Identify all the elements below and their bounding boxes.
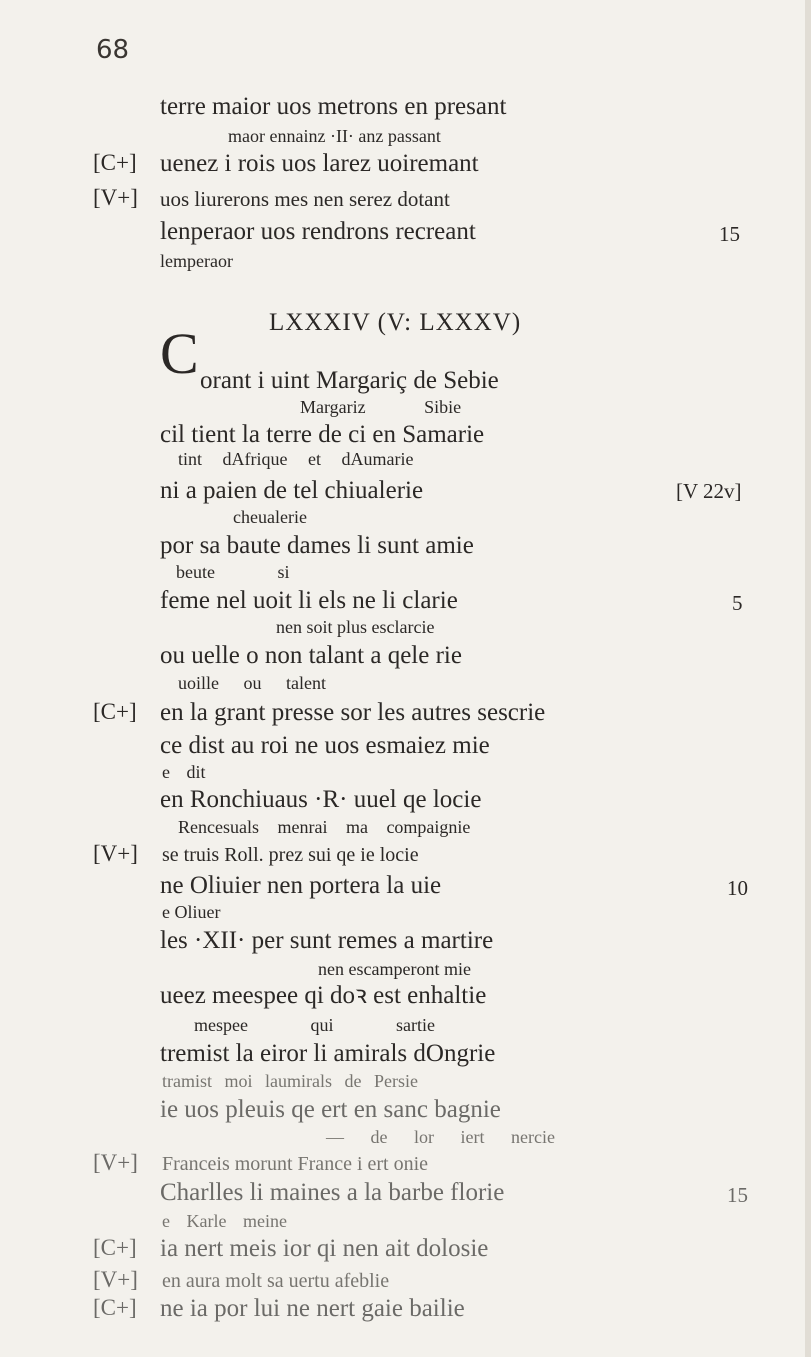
source-tag: [V+] [93, 1150, 138, 1175]
source-tag: [C+] [93, 1295, 137, 1320]
variant-line: mespee qui sartie [194, 1015, 435, 1035]
verse-line: ou uelle o non talant a qele rie [160, 642, 462, 669]
drop-cap-initial: C [160, 321, 199, 386]
verse-line: en Ronchiuaus ·R· uuel qe locie [160, 786, 482, 813]
variant-line: uos liurerons mes nen serez dotant [160, 187, 450, 211]
verse-line: en la grant presse sor les autres sescrie [160, 699, 546, 726]
stanza-heading: LXXXIV (V: LXXXV) [269, 309, 522, 336]
variant-line: beute si [176, 562, 290, 582]
verse-line: tremist la eiror li amirals dOngrie [160, 1040, 496, 1067]
variant-line: se truis Roll. prez sui qe ie locie [162, 844, 419, 866]
verse-line: ia nert meis ior qi nen ait dolosie [160, 1235, 489, 1262]
variant-line: Franceis morunt France i ert onie [162, 1153, 429, 1175]
variant-line: e dit [162, 762, 206, 782]
line-number: 15 [727, 1183, 748, 1207]
variant-line: lemperaor [160, 251, 233, 271]
source-tag: [V+] [93, 185, 138, 210]
verse-line: ni a paien de tel chiualerie [160, 477, 424, 504]
source-tag: [V+] [93, 1267, 138, 1292]
variant-line: Margariz Sibie [300, 397, 462, 417]
verse-line: ueez meespee qi doꝛ est enhaltie [160, 982, 487, 1009]
verse-line: uenez i rois uos larez uoiremant [160, 150, 479, 177]
verse-line: Charlles li maines a la barbe florie [160, 1179, 505, 1206]
line-number: 10 [727, 876, 748, 900]
folio-reference: [V 22v] [676, 479, 742, 503]
variant-line: nen escamperont mie [318, 959, 471, 979]
variant-line: nen soit plus esclarcie [276, 617, 435, 637]
variant-line: tint dAfrique et dAumarie [178, 449, 414, 469]
verse-line: ce dist au roi ne uos esmaiez mie [160, 732, 490, 759]
variant-line: e Oliuer [162, 902, 221, 922]
variant-line: tramist moi laumirals de Persie [162, 1071, 418, 1091]
page-edge-shadow [805, 0, 811, 1357]
verse-line: feme nel uoit li els ne li clarie [160, 587, 458, 614]
source-tag: [V+] [93, 841, 138, 866]
variant-line: — de lor iert nercie [326, 1127, 555, 1147]
verse-line: les ·XII· per sunt remes a martire [160, 927, 494, 954]
verse-line: ne Oliuier nen portera la uie [160, 872, 442, 899]
verse-line: terre maior uos metrons en presant [160, 93, 507, 120]
source-tag: [C+] [93, 1235, 137, 1260]
verse-line: lenperaor uos rendrons recreant [160, 218, 476, 245]
verse-line: ne ia por lui ne nert gaie bailie [160, 1295, 465, 1322]
source-tag: [C+] [93, 150, 137, 175]
verse-line: orant i uint Margariç de Sebie [200, 367, 499, 394]
verse-line: por sa baute dames li sunt amie [160, 532, 474, 559]
variant-line: cheualerie [233, 507, 307, 527]
variant-line: uoille ou talent [178, 673, 326, 693]
page-number: 68 [96, 35, 130, 65]
source-tag: [C+] [93, 699, 137, 724]
line-number: 5 [732, 591, 743, 615]
variant-line: e Karle meine [162, 1211, 287, 1231]
variant-line: Rencesuals menrai ma compaignie [178, 817, 471, 837]
verse-line: ie uos pleuis qe ert en sanc bagnie [160, 1096, 501, 1123]
variant-line: maor ennainz ·II· anz passant [228, 126, 441, 146]
variant-line: en aura molt sa uertu afeblie [162, 1270, 390, 1292]
verse-line: cil tient la terre de ci en Samarie [160, 421, 485, 448]
line-number: 15 [719, 222, 740, 246]
